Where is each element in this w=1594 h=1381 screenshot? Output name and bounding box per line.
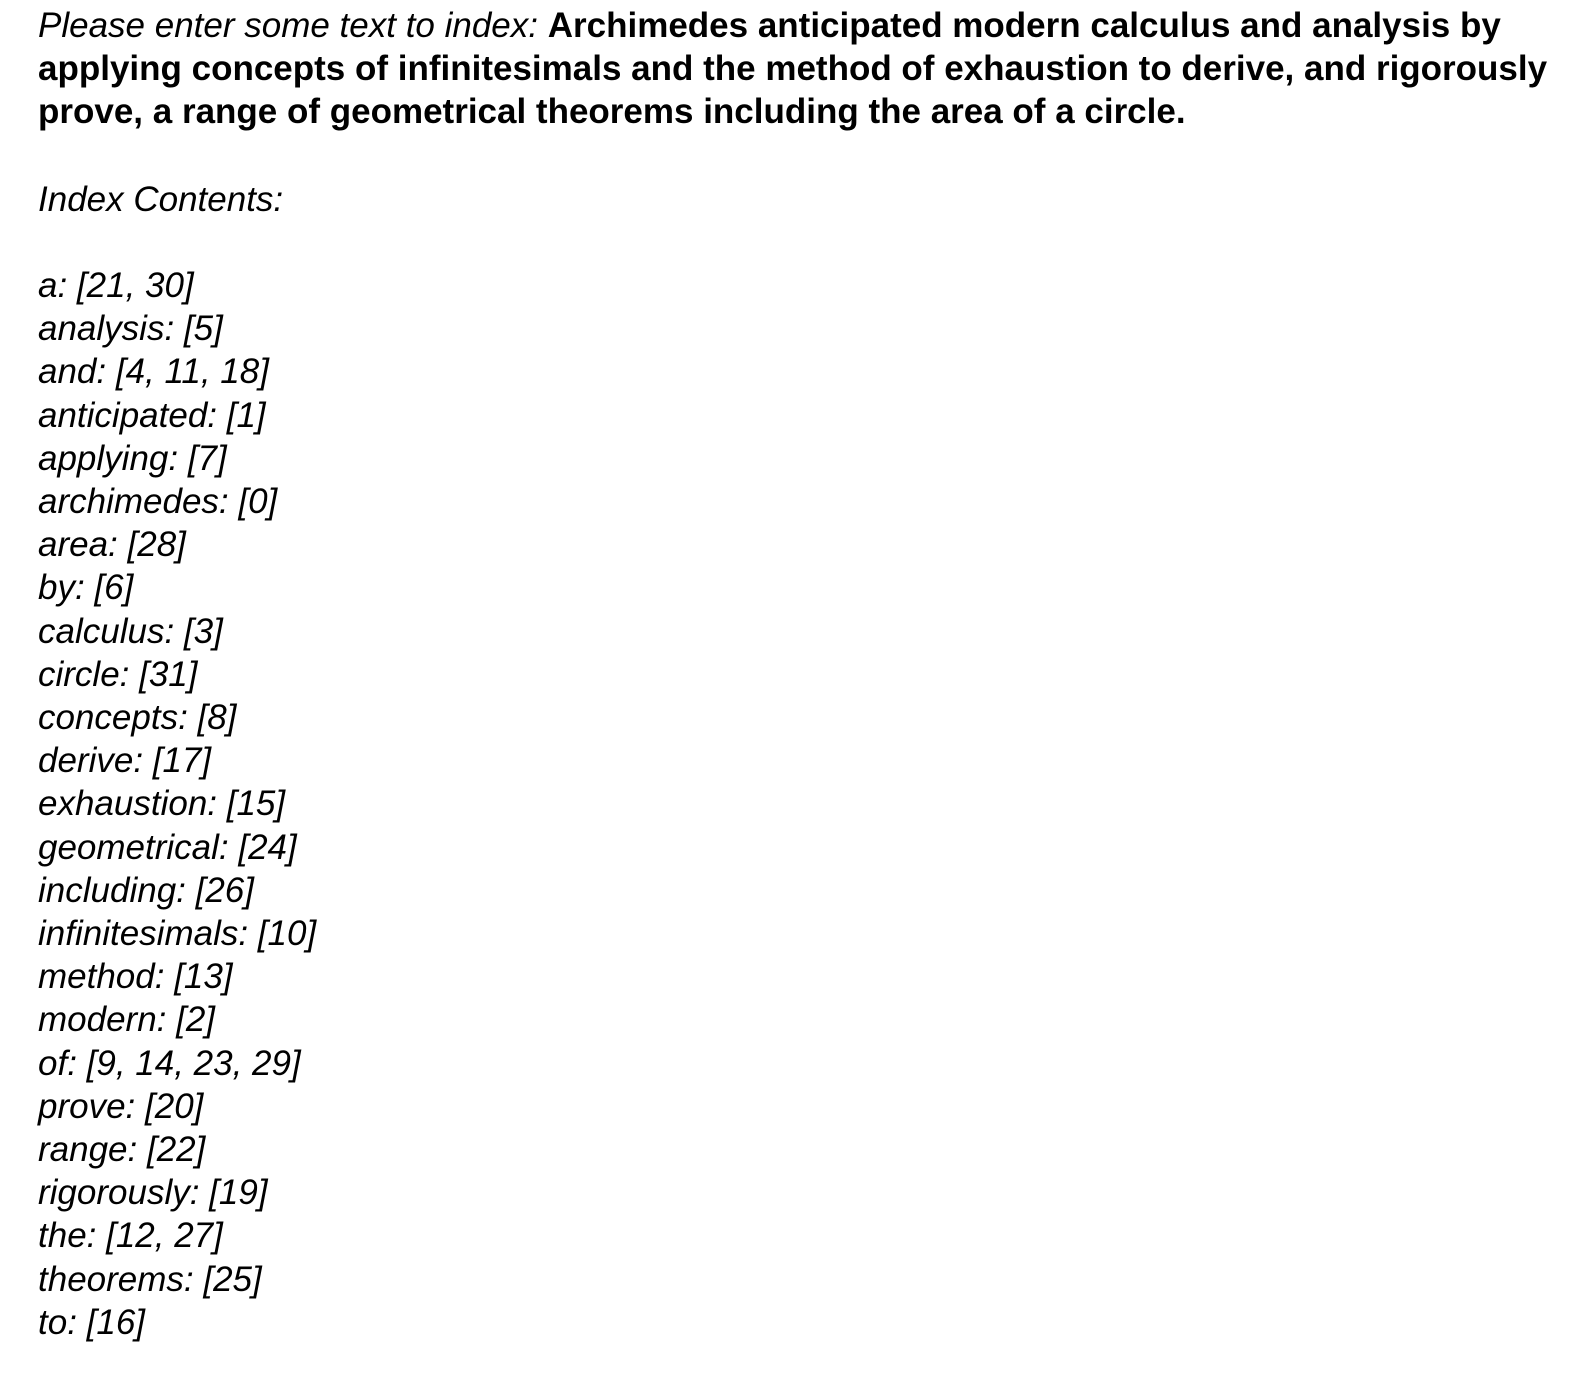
index-entry: applying: [7] <box>38 438 227 478</box>
index-entry: circle: [31] <box>38 654 198 694</box>
index-entry: prove: [20] <box>38 1086 204 1126</box>
index-entry: range: [22] <box>38 1130 206 1170</box>
index-heading: Index Contents: <box>38 180 284 219</box>
index-entry: modern: [2] <box>38 1000 216 1040</box>
index-entry: concepts: [8] <box>38 698 237 738</box>
entered-text: Archimedes anticipated modern calculus and analysis by applying concepts of infinitesimals and the method of exhaustion to derive, and rigorously prove, a range of geometrical theorems including the area of a circle. <box>38 6 1548 131</box>
index-entry: including: [26] <box>38 870 254 910</box>
index-entry: analysis: [5] <box>38 309 223 349</box>
index-entry: anticipated: [1] <box>38 395 266 435</box>
index-entry: a: [21, 30] <box>38 266 194 305</box>
index-entry: archimedes: [0] <box>38 482 278 522</box>
index-list <box>38 264 1586 1344</box>
index-entry: and: [4, 11, 18] <box>38 352 269 392</box>
index-entry: area: [28] <box>38 525 186 565</box>
index-entry: calculus: [3] <box>38 611 223 651</box>
index-entry: rigorously: [19] <box>38 1173 268 1213</box>
index-entry: geometrical: [24] <box>38 827 297 867</box>
index-entry: by: [6] <box>38 568 134 608</box>
index-entry: exhaustion: [15] <box>38 784 286 824</box>
index-entry: method: [13] <box>38 957 233 997</box>
index-entry: theorems: [25] <box>38 1259 262 1299</box>
input-prompt <box>38 4 1586 133</box>
index-entry: infinitesimals: [10] <box>38 914 317 954</box>
index-entry: to: [16] <box>38 1302 146 1342</box>
prompt-label: Please enter some text to index: <box>38 6 538 45</box>
console-output <box>38 4 1586 1344</box>
index-entry: the: [12, 27] <box>38 1216 223 1256</box>
index-entry: of: [9, 14, 23, 29] <box>38 1043 301 1083</box>
index-entry: derive: [17] <box>38 741 212 781</box>
